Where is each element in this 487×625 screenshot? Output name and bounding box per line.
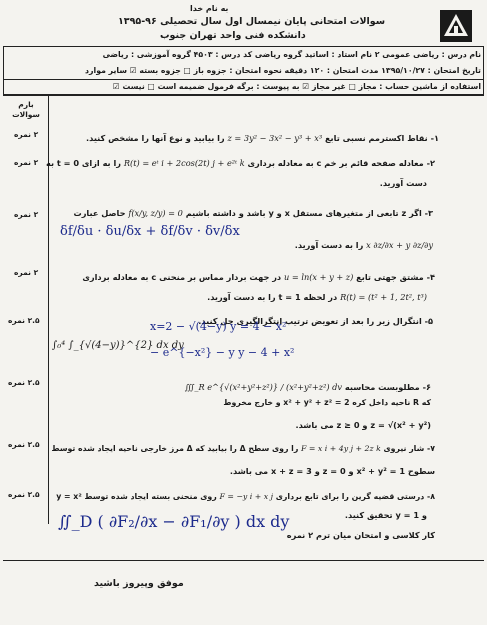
class-work-note: کار کلاسی و امتحان میان ترم ۲ نمره bbox=[286, 530, 435, 540]
question-5: ۵- انتگرال زیر را بعد از تعویض ترتیب انتگرالگیری حل کنید. bbox=[198, 316, 433, 326]
mark-q1: ۲ نمره bbox=[14, 130, 39, 139]
question-8: ۸- درستی قضیه گرین را برای تابع برداری F = −y i + x j روی منحنی بسته ایجاد شده توسط y = x² bbox=[56, 492, 435, 501]
exam-date-row: تاریخ امتحان : ۱۳۹۵/۱۰/۲۷ مدت امتحان : ۱۲۰ دقیقه نحوه امتحان : جزوه باز □ جزوه بسته ☑ سایر موارد bbox=[85, 66, 481, 75]
mark-q4: ۲ نمره bbox=[14, 268, 39, 277]
mark-q6: ۲.۵ نمره bbox=[8, 378, 40, 387]
question-2: ۲- معادله صفحه قائم بر خم c به معادله برداری R(t) = eᵗ i + 2cos(2t) j + e²ᵗ k را به ازای t = 0 به bbox=[46, 158, 435, 168]
bismillah: به نام خدا bbox=[190, 4, 229, 13]
handwritten-note-q3: δf/δu · δu/δx + δf/δv · δv/δx bbox=[60, 224, 240, 239]
question-2-continued: دست آورید. bbox=[379, 178, 427, 188]
header-bottom-line bbox=[3, 94, 484, 95]
marks-column-header: بارم سوالات bbox=[12, 100, 40, 119]
good-luck-message: موفق وپیروز باشید bbox=[94, 578, 184, 589]
exam-title: سوالات امتحانی پایان نیمسال اول سال تحصیلی ۹۶-۱۳۹۵ bbox=[118, 16, 386, 27]
mark-q2: ۲ نمره bbox=[14, 158, 39, 167]
header-divider bbox=[3, 79, 484, 80]
calculator-row: استفاده از ماشین حساب : مجاز □ غیر مجاز ☑ به پیوست : برگه فرمول ضمیمه است □ نیست ☑ bbox=[112, 82, 481, 91]
faculty-name: دانشکده فنی واحد تهران جنوب bbox=[160, 30, 306, 41]
handwritten-note-q5-line2: − e^{−x²} − y y − 4 + x² bbox=[150, 346, 295, 359]
question-7: ۷- شار نیروی F = x i + 4y j + 2z k را روی سطح Δ را بیابید که Δ مرز خارجی ناحیه ایجاد شده توسط bbox=[51, 444, 435, 453]
question-7-continued: سطوح x² + y² = 1 و z = 0 و x + z = 3 می باشد. bbox=[229, 466, 435, 476]
handwritten-note-q8: ∬_D ( ∂F₂/∂x − ∂F₁/∂y ) dx dy bbox=[58, 512, 290, 531]
question-6: ۶- مطلوبست محاسبه ∭_R e^{√(x²+y²+z²)} / (x²+y²+z²) dv bbox=[184, 382, 431, 392]
footer-divider bbox=[3, 560, 484, 561]
mark-q8: ۲.۵ نمره bbox=[8, 490, 40, 499]
question-5-integral: ∫₀⁴ ∫_{√(4−y)}^{2} dx dy bbox=[52, 340, 184, 351]
handwritten-note-q5: x=2 − √(4−y) y = 4 − x² bbox=[150, 320, 287, 333]
mark-q5: ۲.۵ نمره bbox=[8, 316, 40, 325]
mark-q3: ۲ نمره bbox=[14, 210, 39, 219]
question-6-region: که R ناحیه داخل کره x² + y² + z² = 2 و خارج مخروط bbox=[223, 398, 431, 407]
mark-q7: ۲.۵ نمره bbox=[8, 440, 40, 449]
question-6-continued: z = √(x² + y²) و z ≥ 0 می باشد. bbox=[295, 420, 431, 430]
question-8-continued: و y = 1 تحقیق کنید. bbox=[344, 510, 427, 520]
question-3-expression: x ∂z/∂x + y ∂z/∂y را به دست آورید. bbox=[294, 240, 433, 250]
course-info-row: نام درس : ریاضی عمومی ۲ نام استاد : اساتید گروه ریاضی کد درس : ۴۵۰۳ گروه آموزشی : ریاضی bbox=[102, 50, 481, 59]
question-1: ۱- نقاط اکسترمم نسبی تابع z = 3y² − 3x² − y³ + x³ را بیابید و نوع آنها را مشخص کنید. bbox=[86, 133, 439, 143]
question-3: ۳- اگر z تابعی از متغیرهای مستقل x و y باشد و داشته باشیم f(x/y, z/y) = 0 حاصل عبارت bbox=[73, 208, 433, 218]
university-logo-icon bbox=[436, 6, 476, 46]
question-4: ۴- مشتق جهتی تابع u = ln(x + y + z) در جهت بردار مماس بر منحنی c به معادله برداری bbox=[82, 272, 435, 282]
question-4-continued: R(t) = (t² + 1, 2t², t³) در لحظه t = 1 را به دست آورید. bbox=[207, 292, 427, 302]
